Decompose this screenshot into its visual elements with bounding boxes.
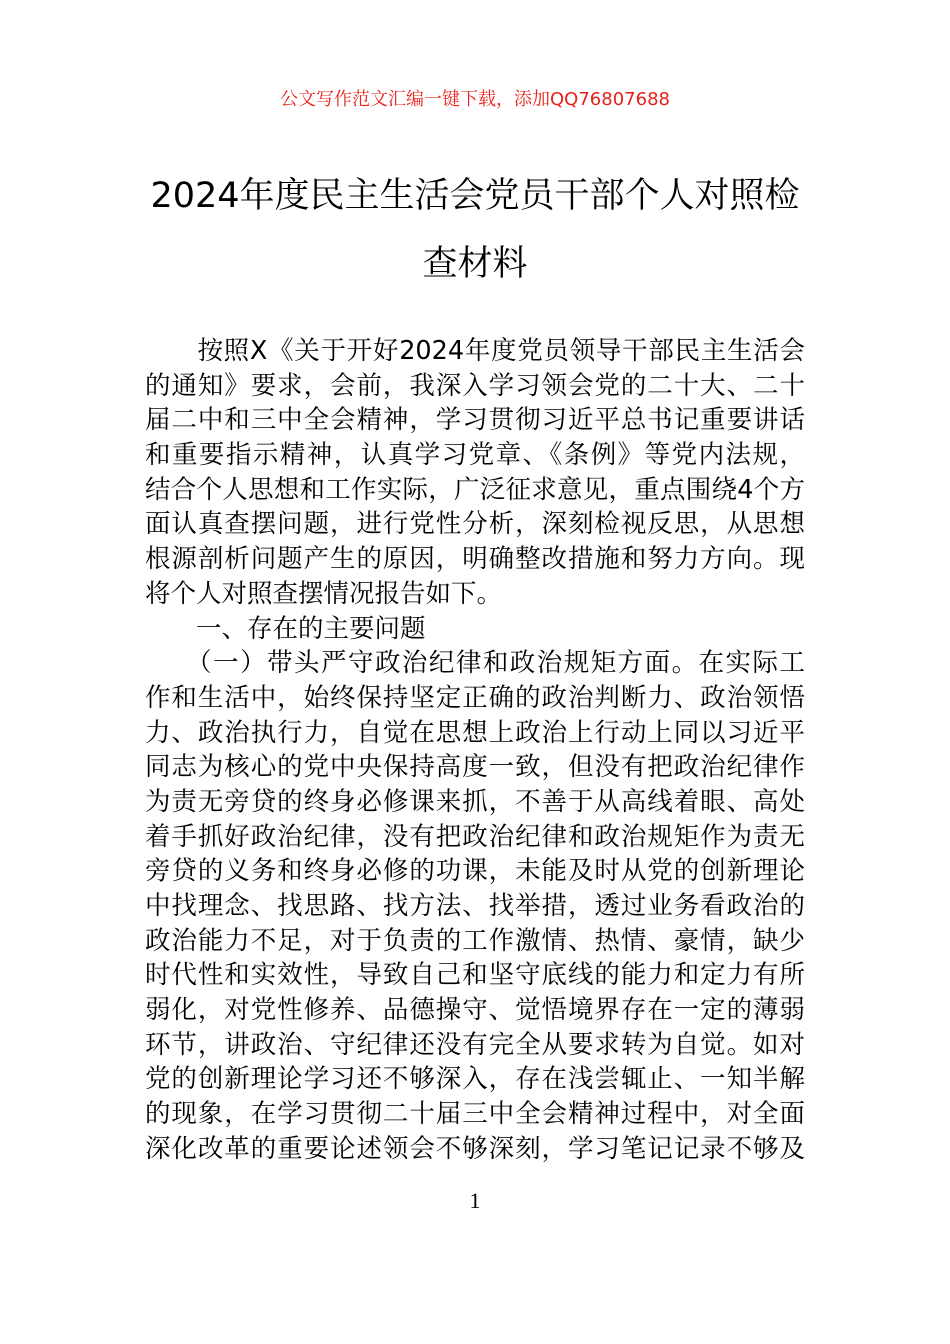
download-banner: 公文写作范文汇编一键下载，添加QQ76807688 xyxy=(280,89,670,110)
text-line: 将个人对照查摆情况报告如下。 xyxy=(145,578,503,609)
text-line: 时代性和实效性，导致自己和坚守底线的能力和定力有所 xyxy=(145,960,805,991)
text-line: （一）带头严守政治纪律和政治规矩方面。在实际工 xyxy=(145,648,805,679)
text-line: 深化改革的重要论述领会不够深刻，学习笔记记录不够及 xyxy=(145,1133,805,1164)
text-line: 按照X《关于开好2024年度党员领导干部民主生活会 xyxy=(145,336,805,366)
text-line: 中找理念、找思路、找方法、找举措，透过业务看政治的 xyxy=(145,891,805,921)
text-line: 同志为核心的党中央保持高度一致，但没有把政治纪律作 xyxy=(145,752,805,783)
document-title xyxy=(140,162,810,298)
title-line: 查材料 xyxy=(422,244,528,284)
document-body xyxy=(145,334,805,1167)
text-line: 环节，讲政治、守纪律还没有完全从要求转为自觉。如对 xyxy=(145,1029,805,1060)
text-line: 为责无旁贷的终身必修课来抓，不善于从高线着眼、高处 xyxy=(145,786,805,817)
text-line: 面认真查摆问题，进行党性分析，深刻检视反思，从思想 xyxy=(145,509,805,540)
text-line: 弱化，对党性修养、品德操守、觉悟境界存在一定的薄弱 xyxy=(145,995,805,1026)
title-line: 2024年度民主生活会党员干部个人对照检 xyxy=(150,176,800,216)
text-line: 的通知》要求，会前，我深入学习领会党的二十大、二十 xyxy=(145,370,805,401)
text-line: 旁贷的义务和终身必修的功课，未能及时从党的创新理论 xyxy=(145,856,805,887)
text-line: 和重要指示精神，认真学习党章、《条例》等党内法规， xyxy=(145,440,805,471)
page-number: 1 xyxy=(469,1188,481,1213)
text-line: 党的创新理论学习还不够深入，存在浅尝辄止、一知半解 xyxy=(145,1064,805,1095)
text-line: 届二中和三中全会精神，学习贯彻习近平总书记重要讲话 xyxy=(145,405,805,436)
text-line: 着手抓好政治纪律，没有把政治纪律和政治规矩作为责无 xyxy=(145,821,805,852)
text-line: 的现象，在学习贯彻二十届三中全会精神过程中，对全面 xyxy=(145,1099,805,1130)
text-line: 根源剖析问题产生的原因，明确整改措施和努力方向。现 xyxy=(145,544,805,575)
text-line: 力、政治执行力，自觉在思想上政治上行动上同以习近平 xyxy=(145,717,805,748)
text-line: 作和生活中，始终保持坚定正确的政治判断力、政治领悟 xyxy=(145,682,805,713)
text-line: 结合个人思想和工作实际，广泛征求意见，重点围绕4个方 xyxy=(145,474,805,505)
text-line: 一、存在的主要问题 xyxy=(145,613,426,644)
text-line: 政治能力不足，对于负责的工作激情、热情、豪情，缺少 xyxy=(145,925,805,956)
